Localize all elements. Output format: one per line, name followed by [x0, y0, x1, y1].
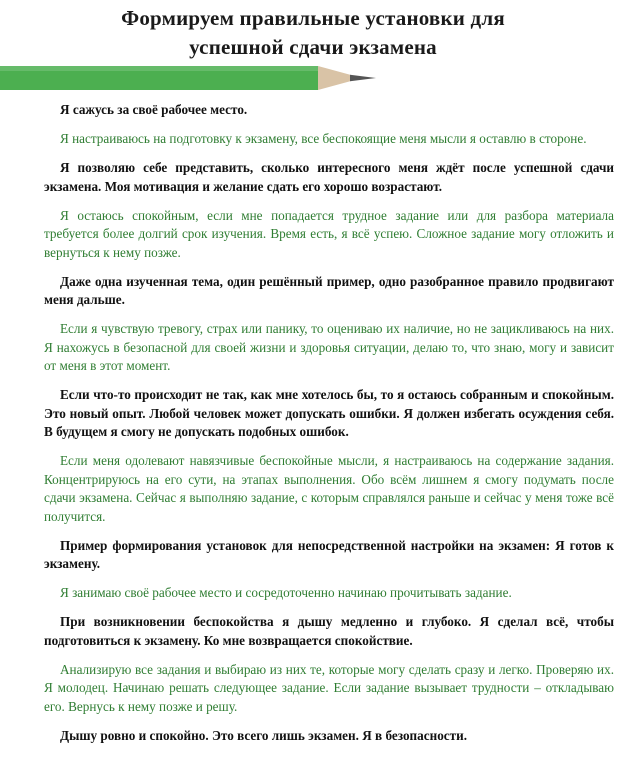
bold-paragraph: Дышу ровно и спокойно. Это всего лишь экзамен. Я в безопасности. — [60, 727, 468, 743]
pencil-icon — [0, 62, 376, 94]
page-title — [0, 4, 626, 62]
bold-paragraph: Даже одна изученная тема, один решённый пример, одно разобранное правило продвигают меня дальше. — [44, 273, 614, 307]
green-paragraph: Если меня одолевают навязчивые беспокойные мысли, я настраиваюсь на содержание задания. Концентрируюсь на его сути, на этапах выполнения. Обо всём лишнем я смогу подумать после сдачи экзамена. Сейчас я выполняю задание, с которым справлялся раньше и сейчас у меня тоже всё получится. — [44, 453, 614, 524]
bold-paragraph: Я позволяю себе представить, сколько интересного меня ждёт после успешной сдачи экзамена. Моя мотивация и желание сдать его хорошо возрастают. — [44, 160, 614, 194]
content-body — [44, 101, 614, 745]
green-paragraph: Я остаюсь спокойным, если мне попадается трудное задание или для разбора материала требуется более долгий срок изучения. Время есть, я всё успею. Сложное задание могу отложить и вернуться к нему позже. — [44, 207, 614, 260]
bold-paragraph: Если что-то происходит не так, как мне хотелось бы, то я остаюсь собранным и спокойным. Это новый опыт. Любой человек может допускать ошибки. Я должен избегать осуждения себя. В будущем я смогу не допускать подобных ошибок. — [44, 387, 614, 439]
bold-paragraph: Я сажусь за своё рабочее место. — [60, 102, 248, 117]
green-paragraph: Я занимаю своё рабочее место и сосредоточенно начинаю прочитывать задание. — [60, 585, 512, 600]
green-paragraph: Я настраиваюсь на подготовку к экзамену, все беспокоящие меня мысли я оставлю в стороне. — [60, 131, 587, 146]
green-paragraph: Если я чувствую тревогу, страх или панику, то оцениваю их наличие, но не зацикливаюсь на них. Я нахожусь в безопасной для своей жизни и здоровья ситуации, делаю то, что знаю, могу и зависит от меня в этот момент. — [44, 321, 614, 373]
bold-paragraph: При возникновении беспокойства я дышу медленно и глубоко. Я сделал всё, чтобы подготовиться к экзамену. Ко мне возвращается спокойствие. — [44, 614, 614, 648]
pencil-lead — [350, 75, 376, 82]
title-line-1: Формируем правильные установки для — [121, 6, 505, 30]
pencil-highlight — [0, 66, 318, 71]
title-line-2: успешной сдачи экзамена — [189, 35, 437, 59]
green-paragraph: Анализирую все задания и выбираю из них те, которые могу сделать сразу и легко. Проверяю их. Я молодец. Начинаю решать следующее задание. Если задание вызывает трудности – откладываю его. Вернусь к нему позже и решу. — [44, 661, 614, 714]
bold-paragraph: Пример формирования установок для непосредственной настройки на экзамен: Я готов к экзамену. — [44, 537, 614, 571]
